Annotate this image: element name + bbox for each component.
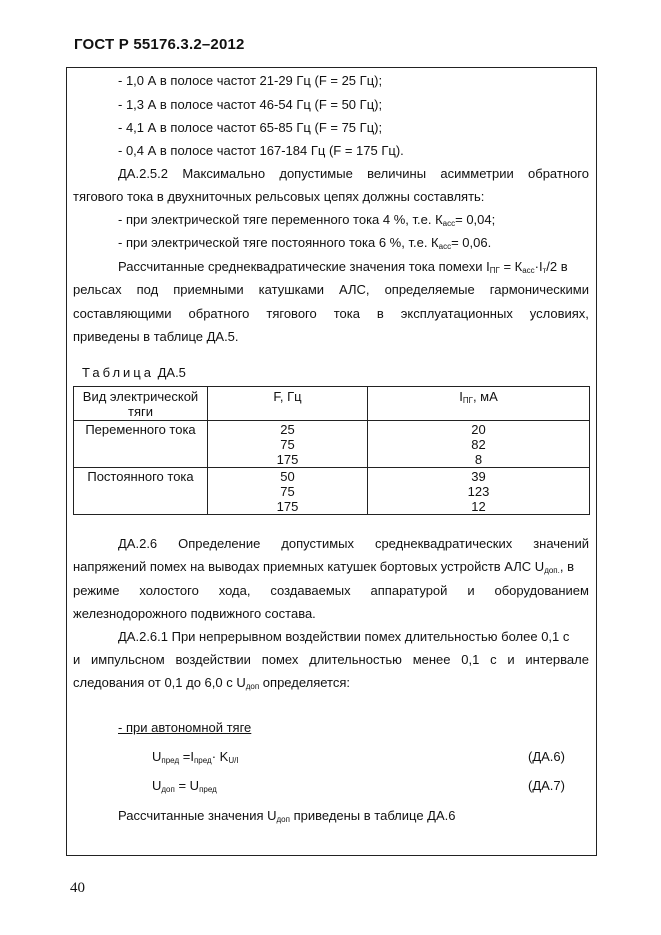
formula-da7: $U_{доп} = U_{пред}$ (152, 778, 217, 794)
calc-paragraph-line4: приведены в таблице ДА.5. (73, 329, 239, 344)
table-cell-current: 39 123 12 (368, 468, 590, 515)
calc-paragraph-line2: рельсах под приемными катушками АЛС, определяемые гармоническими (73, 282, 589, 297)
document-header: ГОСТ Р 55176.3.2–2012 (74, 36, 245, 53)
paragraph-26-line1: ДА.2.6 Определение допустимых среднеквадратических значений (118, 536, 589, 551)
formula-da6: $U_{пред} =I_{пред}\cdot K_{U/I}$ (152, 749, 239, 765)
ac-traction-line: - при электрической тяге переменного тока 4 %, т.е. $К_{асс}= 0,04$; (118, 212, 496, 228)
list-item: - 1,3 А в полосе частот 46-54 Гц (F = 50 Гц); (118, 97, 383, 112)
list-item: - 1,0 А в полосе частот 21-29 Гц (F = 25 Гц); (118, 73, 383, 88)
paragraph-252-line2: тягового тока в двухниточных рельсовых цепях должны составлять: (73, 189, 485, 204)
autonomous-traction-heading: - при автономной тяге (118, 720, 252, 735)
formula-da6-label: (ДА.6) (528, 749, 565, 764)
table-caption: Таблица ДА.5 (82, 365, 186, 380)
paragraph-252-line1: ДА.2.5.2 Максимально допустимые величины асимметрии обратного (118, 166, 589, 181)
final-paragraph: Рассчитанные значения $U_{доп}$ приведены в таблице ДА.6 (118, 808, 456, 824)
calc-paragraph-line3: составляющими обратного тягового тока в эксплуатационных условиях, (73, 306, 589, 321)
table-header-frequency: F, Гц (208, 387, 368, 421)
paragraph-261-line2: и импульсном воздействии помех длительностью менее 0,1 с и интервале (73, 652, 589, 667)
table-da5 (73, 386, 590, 515)
table-cell-frequency: 25 75 175 (208, 421, 368, 468)
formula-da7-label: (ДА.7) (528, 778, 565, 793)
paragraph-26-line2: напряжений помех на выводах приемных катушек бортовых устройств АЛС $U_{доп.}$, в (73, 559, 574, 575)
paragraph-26-line3: режиме холостого хода, создаваемых аппаратурой и оборудованием (73, 583, 589, 598)
paragraph-261-line3: следования от 0,1 до 6,0 с $U_{доп}$ определяется: (73, 675, 351, 691)
table-cell-current: 20 82 8 (368, 421, 590, 468)
paragraph-261-line1: ДА.2.6.1 При непрерывном воздействии помех длительностью более 0,1 с (118, 629, 570, 644)
page-number: 40 (70, 880, 85, 896)
table-header-type: Вид электрической тяги (74, 387, 208, 421)
calc-paragraph-line1: Рассчитанные среднеквадратические значения тока помехи $I_{ПГ} = К_{асс}\cdot I_т/2$ в (118, 259, 568, 275)
list-item: - 4,1 А в полосе частот 65-85 Гц (F = 75 Гц); (118, 120, 383, 135)
table-cell-type: Постоянного тока (74, 468, 208, 515)
table-cell-frequency: 50 75 175 (208, 468, 368, 515)
paragraph-26-line4: железнодорожного подвижного состава. (73, 606, 316, 621)
table-cell-type: Переменного тока (74, 421, 208, 468)
table-row (74, 468, 590, 515)
table-header-current: $I_{ПГ}$, мА (368, 387, 590, 421)
dc-traction-line: - при электрической тяге постоянного тока 6 %, т.е. $К_{асс}= 0,06$. (118, 235, 492, 251)
list-item: - 0,4 А в полосе частот 167-184 Гц (F = 175 Гц). (118, 143, 404, 158)
table-row (74, 421, 590, 468)
